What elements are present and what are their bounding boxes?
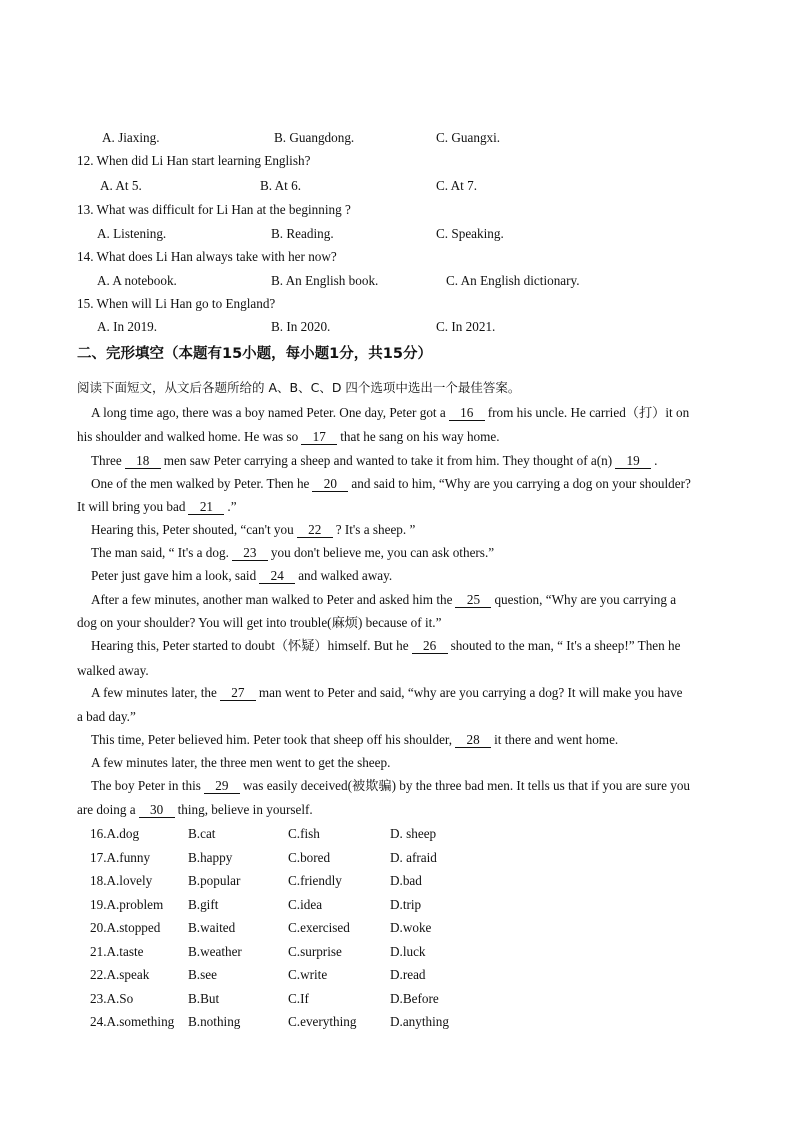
passage-line — [91, 546, 494, 561]
blank-16[interactable]: 16 — [449, 406, 485, 421]
choice-option: 18.A.lovely — [90, 873, 153, 888]
passage-line — [91, 454, 657, 469]
choice-option: 20.A.stopped — [90, 920, 161, 935]
passage-line — [91, 733, 618, 748]
passage-line — [91, 569, 392, 584]
q11-option-a: A. Jiaxing. — [102, 130, 160, 145]
passage-text: One of the men walked by Peter. Then he — [91, 476, 310, 491]
choice-option: C.friendly — [288, 873, 342, 888]
choice-option: B.But — [188, 990, 220, 1006]
q14-option-a: A. A notebook. — [97, 273, 177, 288]
choice-option: 19.A.problem — [90, 896, 164, 912]
passage-text: that he sang on his way home. — [340, 429, 500, 444]
question-number: 13. — [77, 202, 94, 217]
blank-30[interactable]: 30 — [139, 803, 175, 818]
q13-option-a: A. Listening. — [97, 226, 167, 241]
choice-option: C.idea — [288, 896, 323, 912]
blank-21[interactable]: 21 — [188, 500, 224, 515]
passage-text: Hearing this, Peter started to doubt（怀疑）himself. But he — [91, 638, 409, 653]
passage-line: a bad day.” — [77, 709, 136, 724]
q15-option-a: A. In 2019. — [97, 319, 158, 334]
passage-line — [91, 779, 690, 794]
choice-option: B.popular — [188, 873, 241, 888]
passage-line — [91, 523, 415, 538]
q15-option-b: B. In 2020. — [271, 319, 331, 334]
choice-option: 21.A.taste — [90, 943, 144, 959]
passage-text: question, “Why are you carrying a — [494, 592, 677, 607]
blank-17[interactable]: 17 — [301, 430, 337, 445]
section-title: 二、完形填空（本题有15小题，每小题1分，共15分） — [77, 346, 432, 362]
passage-text: Three — [91, 453, 122, 468]
passage-text: . — [654, 453, 658, 468]
choice-option: B.see — [188, 967, 217, 982]
choice-option: 17.A.funny — [90, 849, 151, 865]
choice-option: 22.A.speak — [90, 967, 150, 982]
passage-line — [77, 803, 313, 818]
passage-line: A few minutes later, the three men went to get the sheep. — [91, 755, 391, 770]
choice-option: D. afraid — [390, 849, 437, 865]
passage-text: Peter just gave him a look, said — [91, 568, 257, 583]
question-number: 14. — [77, 249, 94, 264]
choice-option: D.read — [390, 967, 426, 982]
question-text: When did Li Han start learning English? — [96, 153, 311, 168]
choice-option: B.waited — [188, 920, 236, 935]
question-text: When will Li Han go to England? — [96, 296, 276, 311]
passage-text: his shoulder and walked home. He was so — [77, 429, 299, 444]
choice-option: 24.A.something — [90, 1014, 175, 1029]
passage-text: from his uncle. He carried（打）it on — [487, 405, 690, 420]
passage-text: shouted to the man, “ It's a sheep!” Then he — [450, 638, 681, 653]
choice-option: C.bored — [288, 849, 331, 865]
passage-text: The boy Peter in this — [91, 778, 201, 793]
blank-18[interactable]: 18 — [125, 454, 161, 469]
passage-text: thing, believe in yourself. — [177, 802, 313, 817]
choice-option: D.bad — [390, 873, 422, 888]
question-14 — [77, 250, 337, 263]
passage-line — [91, 477, 691, 492]
passage-line — [91, 639, 680, 654]
blank-28[interactable]: 28 — [455, 733, 491, 748]
passage-text: are doing a — [77, 802, 136, 817]
passage-text: and said to him, “Why are you carrying a dog on your shoulder? — [351, 476, 691, 491]
passage-text: This time, Peter believed him. Peter took that sheep off his shoulder, — [91, 732, 453, 747]
passage-text: A few minutes later, the — [91, 685, 217, 700]
passage-text: and walked away. — [298, 568, 393, 583]
blank-24[interactable]: 24 — [259, 569, 295, 584]
passage-text: It will bring you bad — [77, 499, 186, 514]
choice-option: D.trip — [390, 896, 422, 912]
blank-23[interactable]: 23 — [232, 546, 268, 561]
q14-option-c: C. An English dictionary. — [446, 273, 580, 288]
q12-option-a: A. At 5. — [100, 178, 142, 193]
choice-option: D.woke — [390, 920, 432, 935]
passage-text: was easily deceived(被欺骗) by the three bad men. It tells us that if you are sure you — [242, 778, 691, 793]
passage-line — [77, 430, 500, 445]
choice-option: B.weather — [188, 943, 242, 959]
choice-option: C.surprise — [288, 943, 342, 959]
choice-option: D. sheep — [390, 826, 437, 841]
choice-option: B.nothing — [188, 1014, 241, 1029]
passage-line — [91, 593, 676, 608]
choice-option: C.If — [288, 990, 309, 1006]
choice-option: B.happy — [188, 849, 233, 865]
question-text: What was difficult for Li Han at the beginning ? — [96, 202, 351, 217]
passage-text: men saw Peter carrying a sheep and wanted to take it from him. They thought of a(n) — [163, 453, 613, 468]
question-text: What does Li Han always take with her now? — [96, 249, 337, 264]
question-15 — [77, 297, 275, 310]
blank-19[interactable]: 19 — [615, 454, 651, 469]
q11-option-b: B. Guangdong. — [274, 130, 355, 145]
blank-22[interactable]: 22 — [297, 523, 333, 538]
choice-option: C.everything — [288, 1014, 357, 1029]
q14-option-b: B. An English book. — [271, 273, 379, 288]
choice-option: B.gift — [188, 896, 219, 912]
question-12 — [77, 154, 310, 167]
choice-option: C.fish — [288, 826, 320, 841]
passage-text: you don't believe me, you can ask others.” — [270, 545, 495, 560]
passage-text: it there and went home. — [494, 732, 619, 747]
passage-text: Hearing this, Peter shouted, “can't you — [91, 522, 294, 537]
question-number: 12. — [77, 153, 94, 168]
choice-option: D.luck — [390, 943, 426, 959]
blank-25[interactable]: 25 — [455, 593, 491, 608]
section-instruction: 阅读下面短文，从文后各题所给的 A、B、C、D 四个选项中选出一个最佳答案。 — [77, 380, 521, 395]
q12-option-c: C. At 7. — [436, 178, 478, 193]
q11-option-c: C. Guangxi. — [436, 130, 501, 145]
q15-option-c: C. In 2021. — [436, 319, 496, 334]
question-number: 15. — [77, 296, 94, 311]
choice-option: 16.A.dog — [90, 826, 140, 841]
passage-text: man went to Peter and said, “why are you carrying a dog? It will make you have — [258, 685, 683, 700]
passage-text: .” — [227, 499, 237, 514]
passage-line: dog on your shoulder? You will get into trouble(麻烦) because of it.” — [77, 615, 442, 630]
passage-text: A long time ago, there was a boy named Peter. One day, Peter got a — [91, 405, 446, 420]
passage-text: After a few minutes, another man walked to Peter and asked him the — [91, 592, 453, 607]
choice-option: D.Before — [390, 990, 439, 1006]
q12-option-b: B. At 6. — [260, 178, 302, 193]
passage-text: The man said, “ It's a dog. — [91, 545, 229, 560]
q13-option-c: C. Speaking. — [436, 226, 504, 241]
blank-26[interactable]: 26 — [412, 639, 448, 654]
choice-option: 23.A.So — [90, 990, 134, 1006]
passage-line — [77, 500, 237, 515]
q13-option-b: B. Reading. — [271, 226, 334, 241]
passage-text: ? It's a sheep. ” — [335, 522, 416, 537]
passage-line: walked away. — [77, 663, 149, 678]
choice-option: D.anything — [390, 1014, 449, 1029]
passage-line — [91, 406, 689, 421]
question-13 — [77, 203, 351, 216]
blank-27[interactable]: 27 — [220, 686, 256, 701]
passage-line — [91, 686, 683, 701]
blank-29[interactable]: 29 — [204, 779, 240, 794]
blank-20[interactable]: 20 — [312, 477, 348, 492]
choice-option: C.exercised — [288, 920, 350, 935]
choice-option: C.write — [288, 967, 328, 982]
choice-option: B.cat — [188, 826, 216, 841]
